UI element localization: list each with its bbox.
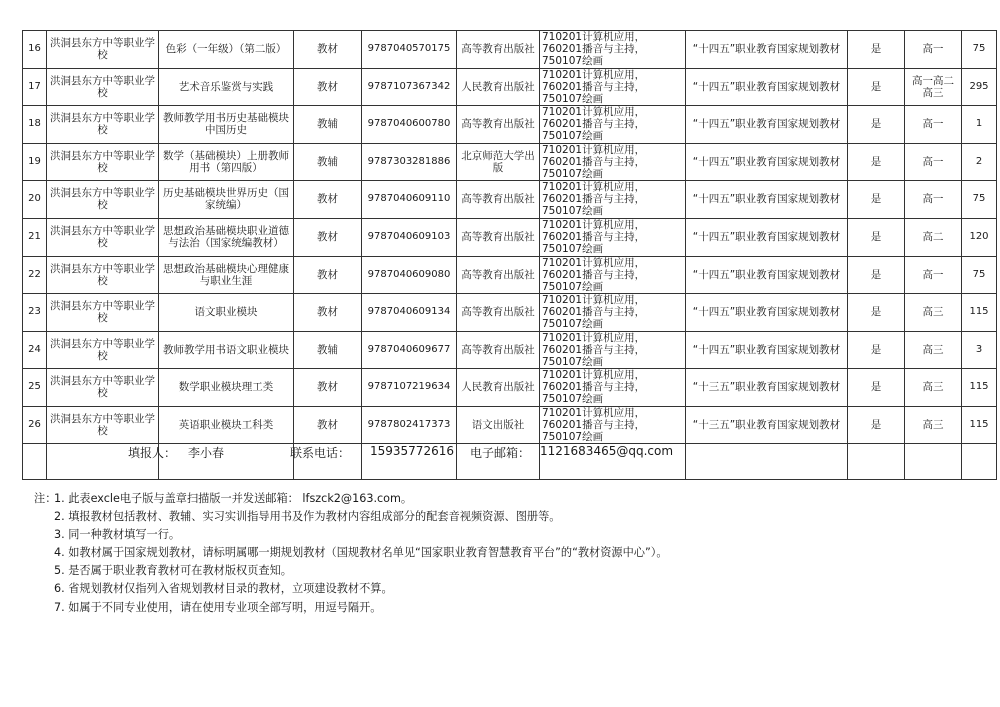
publisher-cell: 北京师范大学出版 bbox=[457, 143, 540, 181]
grade-cell: 高一 bbox=[905, 143, 962, 181]
quantity-cell: 1 bbox=[962, 106, 997, 144]
quantity-cell: 75 bbox=[962, 31, 997, 69]
vocational-cell: 是 bbox=[848, 369, 905, 407]
isbn-cell: 9787040609080 bbox=[362, 256, 457, 294]
plan-cell: “十三五”职业教育国家规划教材 bbox=[686, 406, 848, 444]
major-cell: 710201计算机应用，760201播音与主持，750107绘画 bbox=[540, 406, 686, 444]
isbn-cell: 9787040600780 bbox=[362, 106, 457, 144]
email-label: 电子邮箱： bbox=[470, 446, 531, 460]
notes-list bbox=[54, 490, 668, 617]
note-item: 1. 此表excle电子版与盖章扫描版一并发送邮箱： lfszck2@163.com。 bbox=[54, 492, 413, 505]
isbn-cell: 9787107367342 bbox=[362, 68, 457, 106]
isbn-cell: 9787303281886 bbox=[362, 143, 457, 181]
publisher-cell: 人民教育出版社 bbox=[457, 68, 540, 106]
plan-cell: “十四五”职业教育国家规划教材 bbox=[686, 218, 848, 256]
note-item: 2. 填报教材包括教材、教辅、实习实训指导用书及作为教材内容组成部分的配套音视频资源、图册等。 bbox=[54, 510, 561, 524]
note-item: 4. 如教材属于国家规划教材，请标明属哪一期规划教材（国规教材名单见“国家职业教育智慧教育平台”的“教材资源中心”）。 bbox=[54, 546, 668, 560]
blank-cell bbox=[848, 444, 905, 480]
grade-cell: 高一 bbox=[905, 256, 962, 294]
publisher-cell: 人民教育出版社 bbox=[457, 369, 540, 407]
isbn-cell: 9787040609134 bbox=[362, 294, 457, 332]
vocational-cell: 是 bbox=[848, 68, 905, 106]
type-cell: 教材 bbox=[294, 294, 362, 332]
blank-cell bbox=[905, 444, 962, 480]
table-row bbox=[23, 294, 997, 332]
row-number: 22 bbox=[23, 256, 47, 294]
quantity-cell: 3 bbox=[962, 331, 997, 369]
type-cell: 教材 bbox=[294, 181, 362, 219]
table-body bbox=[23, 31, 997, 480]
table-row bbox=[23, 181, 997, 219]
row-number: 23 bbox=[23, 294, 47, 332]
row-number: 26 bbox=[23, 406, 47, 444]
quantity-cell: 115 bbox=[962, 294, 997, 332]
vocational-cell: 是 bbox=[848, 406, 905, 444]
plan-cell: “十四五”职业教育国家规划教材 bbox=[686, 106, 848, 144]
textbook-name-cell: 历史基础模块世界历史（国家统编） bbox=[159, 181, 294, 219]
row-number: 24 bbox=[23, 331, 47, 369]
school-cell: 洪洞县东方中等职业学校 bbox=[47, 31, 159, 69]
school-cell: 洪洞县东方中等职业学校 bbox=[47, 369, 159, 407]
plan-cell: “十四五”职业教育国家规划教材 bbox=[686, 31, 848, 69]
grade-cell: 高三 bbox=[905, 369, 962, 407]
note-item: 7. 如属于不同专业使用，请在使用专业项全部写明，用逗号隔开。 bbox=[54, 600, 382, 614]
notes-label: 注： bbox=[34, 492, 57, 505]
major-cell: 710201计算机应用，760201播音与主持，750107绘画 bbox=[540, 31, 686, 69]
grade-cell: 高三 bbox=[905, 294, 962, 332]
plan-cell: “十四五”职业教育国家规划教材 bbox=[686, 143, 848, 181]
quantity-cell: 120 bbox=[962, 218, 997, 256]
major-cell: 710201计算机应用，760201播音与主持，750107绘画 bbox=[540, 106, 686, 144]
isbn-cell: 9787040570175 bbox=[362, 31, 457, 69]
grade-cell: 高三 bbox=[905, 406, 962, 444]
publisher-cell: 语文出版社 bbox=[457, 406, 540, 444]
phone-label: 联系电话： bbox=[290, 446, 351, 460]
publisher-cell: 高等教育出版社 bbox=[457, 294, 540, 332]
quantity-cell: 2 bbox=[962, 143, 997, 181]
blank-cell bbox=[686, 444, 848, 480]
type-cell: 教材 bbox=[294, 218, 362, 256]
blank-cell bbox=[23, 444, 47, 480]
major-cell: 710201计算机应用，760201播音与主持，750107绘画 bbox=[540, 294, 686, 332]
vocational-cell: 是 bbox=[848, 181, 905, 219]
note-item: 5. 是否属于职业教育教材可在教材版权页查知。 bbox=[54, 564, 292, 578]
publisher-cell: 高等教育出版社 bbox=[457, 106, 540, 144]
school-cell: 洪洞县东方中等职业学校 bbox=[47, 218, 159, 256]
vocational-cell: 是 bbox=[848, 218, 905, 256]
email-address: 1121683465@qq.com bbox=[540, 444, 674, 458]
textbook-name-cell: 思想政治基础模块心理健康与职业生涯 bbox=[159, 256, 294, 294]
publisher-cell: 高等教育出版社 bbox=[457, 31, 540, 69]
school-cell: 洪洞县东方中等职业学校 bbox=[47, 68, 159, 106]
grade-cell: 高一高二高三 bbox=[905, 68, 962, 106]
textbook-name-cell: 色彩（一年级）（第二版） bbox=[159, 31, 294, 69]
table-row bbox=[23, 68, 997, 106]
textbook-name-cell: 数学（基础模块）上册教师用书（第四版） bbox=[159, 143, 294, 181]
type-cell: 教材 bbox=[294, 256, 362, 294]
textbook-name-cell: 思想政治基础模块职业道德与法治（国家统编教材） bbox=[159, 218, 294, 256]
grade-cell: 高一 bbox=[905, 31, 962, 69]
type-cell: 教辅 bbox=[294, 106, 362, 144]
grade-cell: 高三 bbox=[905, 331, 962, 369]
school-cell: 洪洞县东方中等职业学校 bbox=[47, 256, 159, 294]
blank-cell bbox=[962, 444, 997, 480]
table-row bbox=[23, 369, 997, 407]
publisher-cell: 高等教育出版社 bbox=[457, 256, 540, 294]
quantity-cell: 295 bbox=[962, 68, 997, 106]
school-cell: 洪洞县东方中等职业学校 bbox=[47, 143, 159, 181]
table-row bbox=[23, 31, 997, 69]
major-cell: 710201计算机应用，760201播音与主持，750107绘画 bbox=[540, 331, 686, 369]
grade-cell: 高二 bbox=[905, 218, 962, 256]
school-cell: 洪洞县东方中等职业学校 bbox=[47, 294, 159, 332]
table-row bbox=[23, 331, 997, 369]
vocational-cell: 是 bbox=[848, 143, 905, 181]
school-cell: 洪洞县东方中等职业学校 bbox=[47, 106, 159, 144]
quantity-cell: 115 bbox=[962, 406, 997, 444]
phone-number: 15935772616 bbox=[370, 444, 454, 458]
filler-name: 李小春 bbox=[188, 446, 225, 460]
textbook-name-cell: 英语职业模块工科类 bbox=[159, 406, 294, 444]
isbn-cell: 9787107219634 bbox=[362, 369, 457, 407]
row-number: 19 bbox=[23, 143, 47, 181]
plan-cell: “十四五”职业教育国家规划教材 bbox=[686, 256, 848, 294]
row-number: 20 bbox=[23, 181, 47, 219]
grade-cell: 高一 bbox=[905, 106, 962, 144]
publisher-cell: 高等教育出版社 bbox=[457, 218, 540, 256]
plan-cell: “十四五”职业教育国家规划教材 bbox=[686, 68, 848, 106]
blank-cell bbox=[159, 444, 294, 480]
isbn-cell: 9787040609103 bbox=[362, 218, 457, 256]
table-row bbox=[23, 256, 997, 294]
type-cell: 教材 bbox=[294, 369, 362, 407]
textbook-name-cell: 教师教学用书语文职业模块 bbox=[159, 331, 294, 369]
major-cell: 710201计算机应用，760201播音与主持，750107绘画 bbox=[540, 143, 686, 181]
note-item: 3. 同一种教材填写一行。 bbox=[54, 528, 181, 542]
type-cell: 教辅 bbox=[294, 331, 362, 369]
plan-cell: “十三五”职业教育国家规划教材 bbox=[686, 369, 848, 407]
table-row bbox=[23, 106, 997, 144]
plan-cell: “十四五”职业教育国家规划教材 bbox=[686, 331, 848, 369]
vocational-cell: 是 bbox=[848, 294, 905, 332]
row-number: 16 bbox=[23, 31, 47, 69]
school-cell: 洪洞县东方中等职业学校 bbox=[47, 331, 159, 369]
publisher-cell: 高等教育出版社 bbox=[457, 331, 540, 369]
type-cell: 教材 bbox=[294, 406, 362, 444]
isbn-cell: 9787040609110 bbox=[362, 181, 457, 219]
isbn-cell: 9787802417373 bbox=[362, 406, 457, 444]
vocational-cell: 是 bbox=[848, 31, 905, 69]
note-item: 6. 省规划教材仅指列入省规划教材目录的教材，立项建设教材不算。 bbox=[54, 582, 393, 596]
type-cell: 教辅 bbox=[294, 143, 362, 181]
row-number: 18 bbox=[23, 106, 47, 144]
row-number: 21 bbox=[23, 218, 47, 256]
row-number: 25 bbox=[23, 369, 47, 407]
school-cell: 洪洞县东方中等职业学校 bbox=[47, 181, 159, 219]
major-cell: 710201计算机应用，760201播音与主持，750107绘画 bbox=[540, 68, 686, 106]
table-row bbox=[23, 218, 997, 256]
major-cell: 710201计算机应用，760201播音与主持，750107绘画 bbox=[540, 218, 686, 256]
plan-cell: “十四五”职业教育国家规划教材 bbox=[686, 294, 848, 332]
table-row bbox=[23, 143, 997, 181]
textbook-table bbox=[22, 30, 997, 480]
major-cell: 710201计算机应用，760201播音与主持，750107绘画 bbox=[540, 256, 686, 294]
textbook-name-cell: 数学职业模块理工类 bbox=[159, 369, 294, 407]
textbook-name-cell: 艺术音乐鉴赏与实践 bbox=[159, 68, 294, 106]
major-cell: 710201计算机应用，760201播音与主持，750107绘画 bbox=[540, 181, 686, 219]
type-cell: 教材 bbox=[294, 68, 362, 106]
vocational-cell: 是 bbox=[848, 256, 905, 294]
plan-cell: “十四五”职业教育国家规划教材 bbox=[686, 181, 848, 219]
grade-cell: 高一 bbox=[905, 181, 962, 219]
isbn-cell: 9787040609677 bbox=[362, 331, 457, 369]
vocational-cell: 是 bbox=[848, 106, 905, 144]
quantity-cell: 75 bbox=[962, 181, 997, 219]
type-cell: 教材 bbox=[294, 31, 362, 69]
textbook-name-cell: 语文职业模块 bbox=[159, 294, 294, 332]
textbook-table-container bbox=[22, 30, 989, 480]
school-cell: 洪洞县东方中等职业学校 bbox=[47, 406, 159, 444]
major-cell: 710201计算机应用，760201播音与主持，750107绘画 bbox=[540, 369, 686, 407]
row-number: 17 bbox=[23, 68, 47, 106]
textbook-name-cell: 教师教学用书历史基础模块中国历史 bbox=[159, 106, 294, 144]
vocational-cell: 是 bbox=[848, 331, 905, 369]
filler-label: 填报人： bbox=[128, 446, 177, 460]
publisher-cell: 高等教育出版社 bbox=[457, 181, 540, 219]
quantity-cell: 75 bbox=[962, 256, 997, 294]
table-row bbox=[23, 406, 997, 444]
quantity-cell: 115 bbox=[962, 369, 997, 407]
